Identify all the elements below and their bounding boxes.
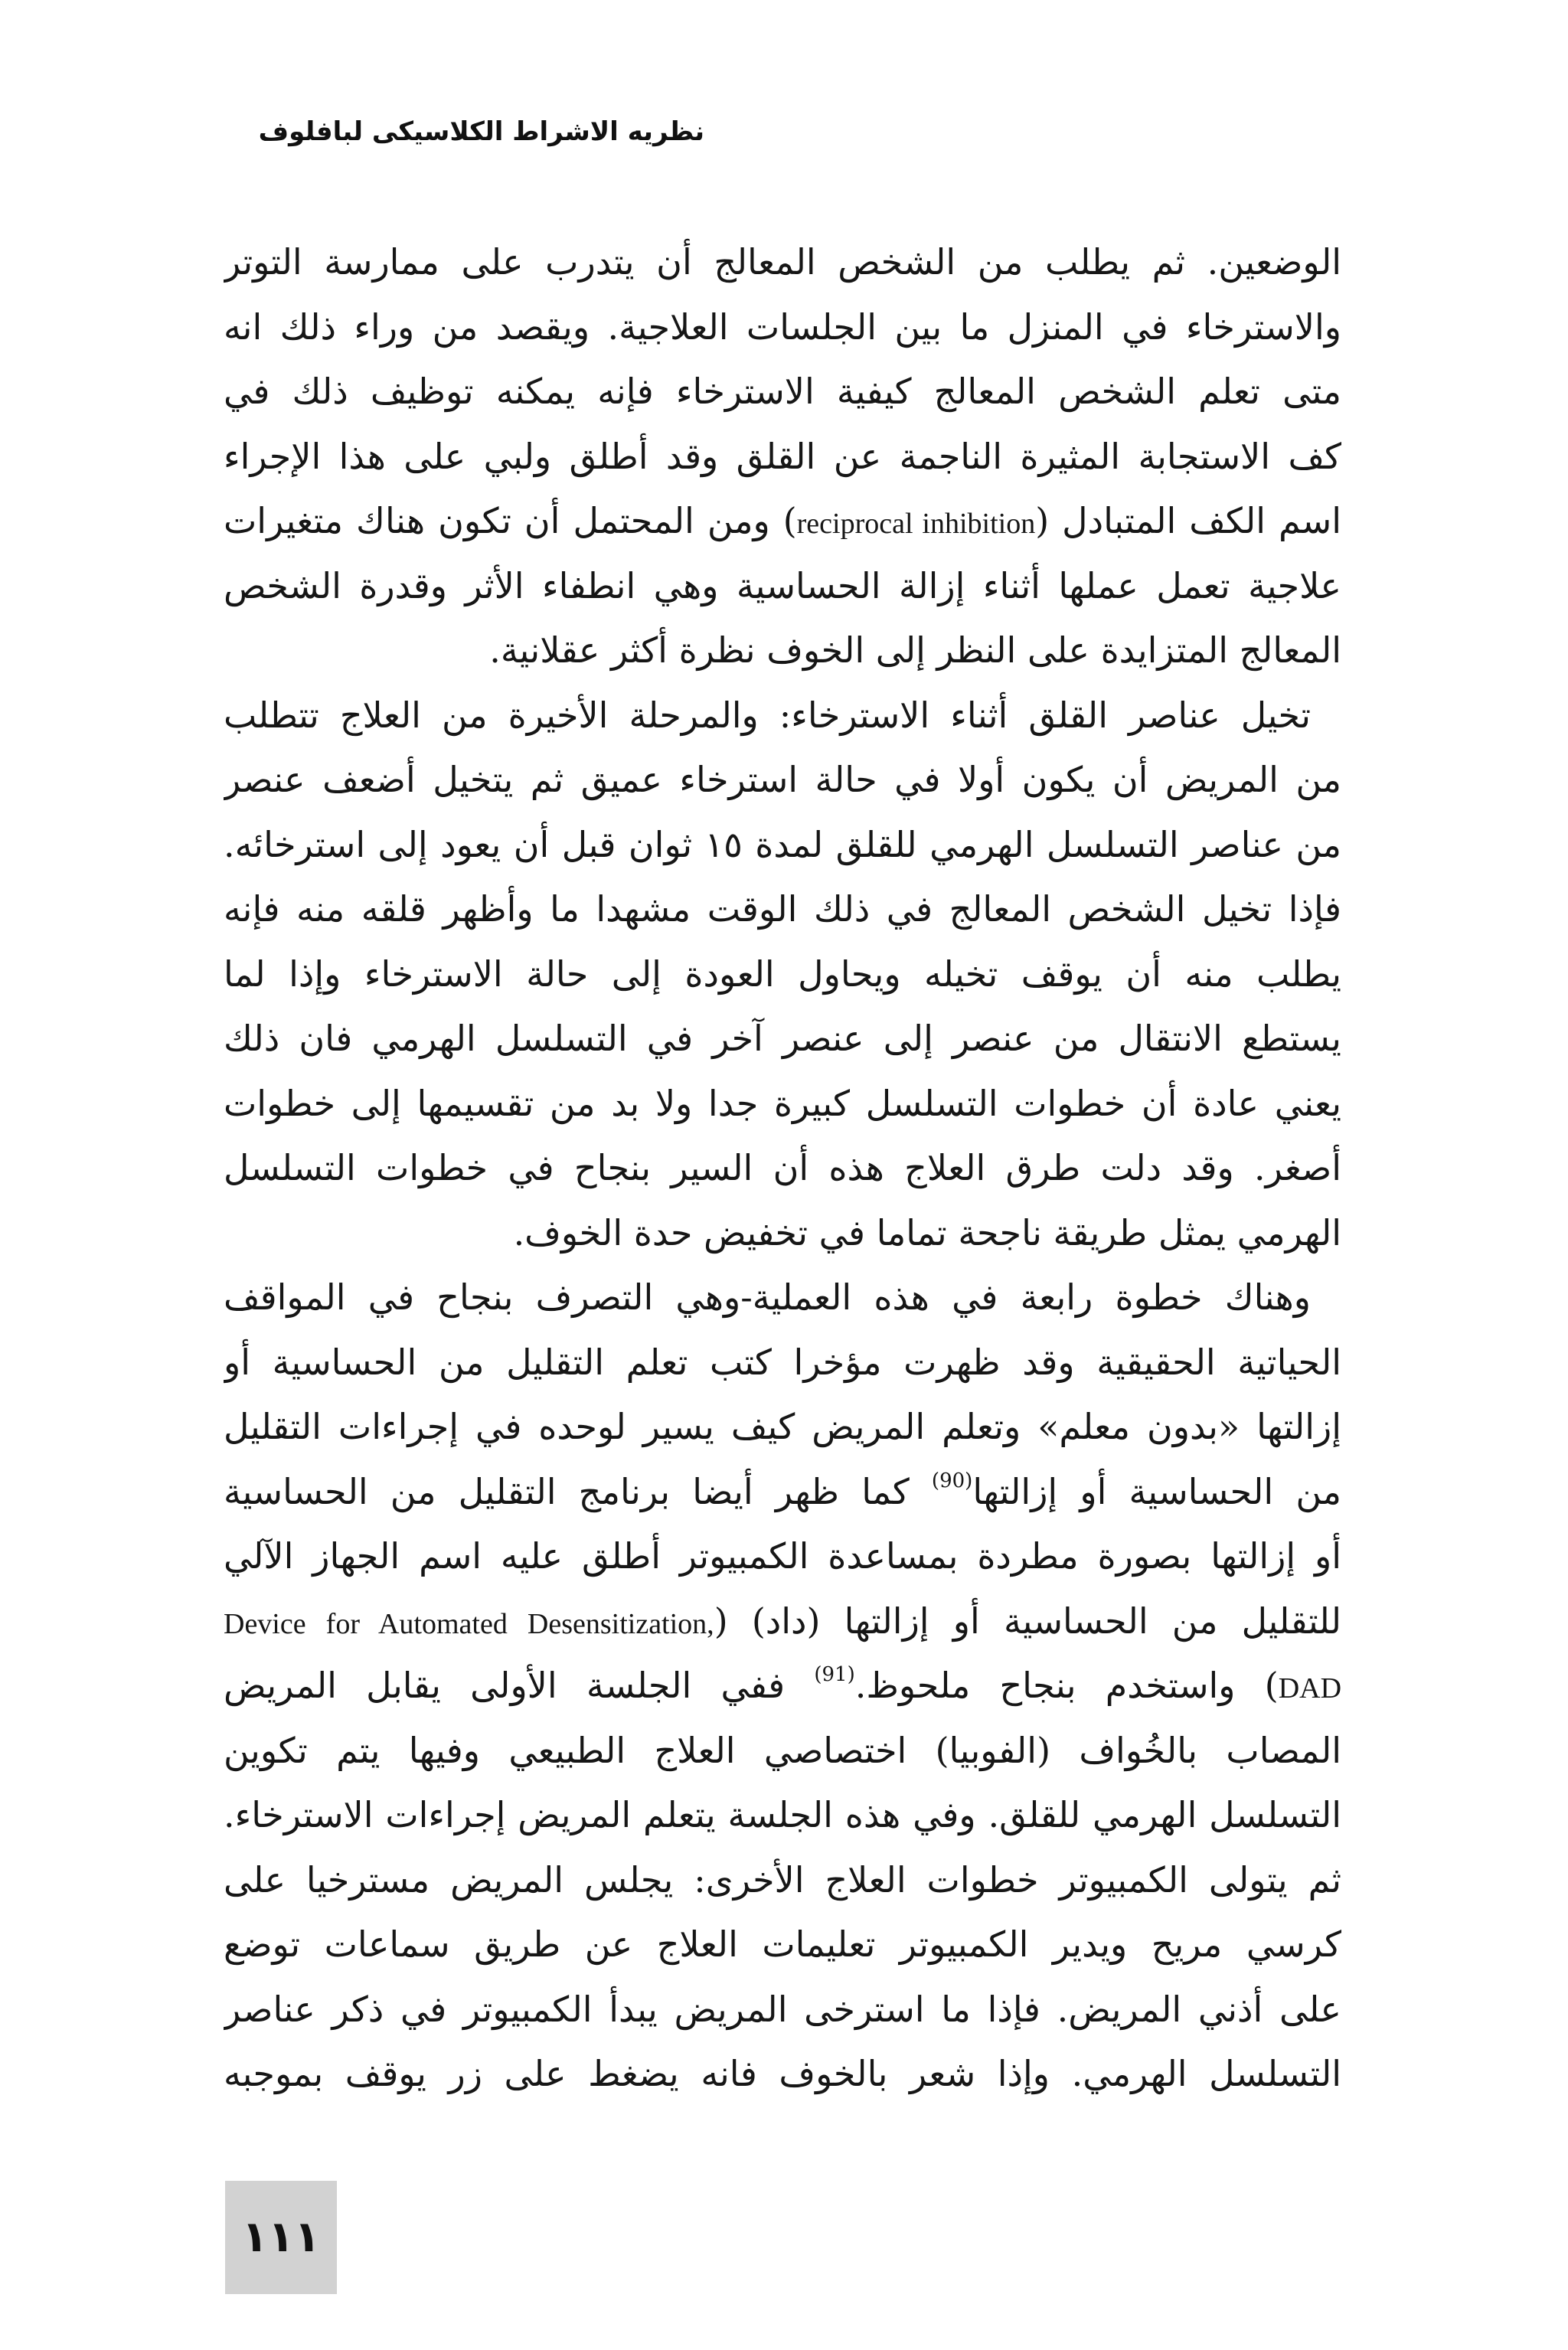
text-line: يعني عادة أن خطوات التسلسل كبيرة جدا ولا بد من تقسيمها إلى خطوات: [224, 1082, 1341, 1124]
text-line: علاجية تعمل عملها أثناء إزالة الحساسية وهي انطفاء الأثر وقدرة الشخص: [224, 564, 1341, 606]
text-segment: كما ظهر أيضا برنامج التقليل من الحساسية: [224, 1470, 932, 1512]
text-line-with-latin-term: [224, 1589, 1341, 1654]
text-line: الوضعين. ثم يطلب من الشخص المعالج أن يتدرب على ممارسة التوتر: [224, 241, 1341, 283]
text-segment: للتقليل من الحساسية أو إزالتها (داد) (: [714, 1600, 1341, 1642]
footnote-ref: (90): [931, 1469, 973, 1492]
text-line: من المريض أن يكون أولا في حالة استرخاء عميق ثم يتخيل أضعف عنصر: [224, 759, 1341, 800]
text-line-with-footnote: [224, 1653, 1341, 1718]
text-line: المصاب بالخُواف (الفوبيا) اختصاصي العلاج الطبيعي وفيها يتم تكوين: [224, 1729, 1341, 1771]
text-segment: ) واستخدم بنجاح ملحوظ.: [854, 1665, 1279, 1706]
latin-term: Device for Automated Desensitization,: [224, 1607, 714, 1640]
text-line: إزالتها «بدون معلم» وتعلم المريض كيف يسير لوحده في إجراءات التقليل: [224, 1406, 1341, 1447]
text-line: الهرمي يمثل طريقة ناجحة تماما في تخفيض حدة الخوف.: [513, 1211, 1341, 1253]
text-line: أو إزالتها بصورة مطردة بمساعدة الكمبيوتر أطلق عليه اسم الجهاز الآلي: [224, 1535, 1341, 1577]
text-line: وهناك خطوة رابعة في هذه العملية-وهي التصرف بنجاح في المواقف: [224, 1276, 1311, 1318]
text-line: أصغر. وقد دلت طرق العلاج هذه أن السير بنجاح في خطوات التسلسل: [224, 1147, 1341, 1188]
text-line: يستطع الانتقال من عنصر إلى عنصر آخر في التسلسل الهرمي فان ذلك: [224, 1018, 1341, 1059]
text-line: يطلب منه أن يوقف تخيله ويحاول العودة إلى حالة الاسترخاء وإذا لما: [224, 953, 1341, 995]
text-segment: اسم الكف المتبادل (: [1035, 500, 1341, 541]
text-segment: من الحساسية أو إزالتها: [972, 1470, 1341, 1512]
footnote-ref: (91): [814, 1663, 855, 1686]
text-line: المعالج المتزايدة على النظر إلى الخوف نظرة أكثر عقلانية.: [489, 629, 1341, 671]
text-line-with-latin-term: [224, 489, 1341, 554]
text-line: تخيل عناصر القلق أثناء الاسترخاء: والمرحلة الأخيرة من العلاج تتطلب: [224, 694, 1311, 736]
text-segment: ) ومن المحتمل أن تكون هناك متغيرات: [224, 500, 797, 541]
text-line: كرسي مريح ويدير الكمبيوتر تعليمات العلاج عن طريق سماعات توضع: [224, 1923, 1341, 1965]
text-line: التسلسل الهرمي للقلق. وفي هذه الجلسة يتعلم المريض إجراءات الاسترخاء.: [224, 1794, 1341, 1835]
text-line: فإذا تخيل الشخص المعالج في ذلك الوقت مشهدا ما وأظهر قلقه منه فإنه: [224, 888, 1341, 930]
text-line: والاسترخاء في المنزل ما بين الجلسات العلاجية. ويقصد من وراء ذلك انه: [224, 306, 1341, 348]
page-number-box: [225, 2181, 337, 2294]
latin-term: DAD: [1278, 1672, 1341, 1704]
page-number: ١١١: [241, 2212, 321, 2262]
body-text: [224, 230, 1341, 2107]
text-line: من عناصر التسلسل الهرمي للقلق لمدة ١٥ ثوان قبل أن يعود إلى استرخائه.: [224, 823, 1341, 865]
latin-term: reciprocal inhibition: [796, 508, 1036, 540]
text-line: ثم يتولى الكمبيوتر خطوات العلاج الأخرى: يجلس المريض مسترخيا على: [224, 1858, 1341, 1901]
running-header: نظريه الاشراط الكلاسيكى لبافلوف: [258, 116, 704, 147]
text-line: على أذني المريض. فإذا ما استرخى المريض يبدأ الكمبيوتر في ذكر عناصر: [224, 1988, 1341, 2030]
text-line: التسلسل الهرمي. وإذا شعر بالخوف فانه يضغط على زر يوقف بموجبه: [224, 2053, 1341, 2094]
text-line: الحياتية الحقيقية وقد ظهرت مؤخرا كتب تعلم التقليل من الحساسية أو: [224, 1341, 1341, 1383]
text-line: كف الاستجابة المثيرة الناجمة عن القلق وقد أطلق ولبي على هذا الإجراء: [224, 435, 1341, 477]
text-segment: ففي الجلسة الأولى يقابل المريض: [224, 1665, 815, 1706]
text-line: متى تعلم الشخص المعالج كيفية الاسترخاء فإنه يمكنه توظيف ذلك في: [224, 371, 1341, 412]
text-line-with-footnote: [224, 1459, 1341, 1525]
